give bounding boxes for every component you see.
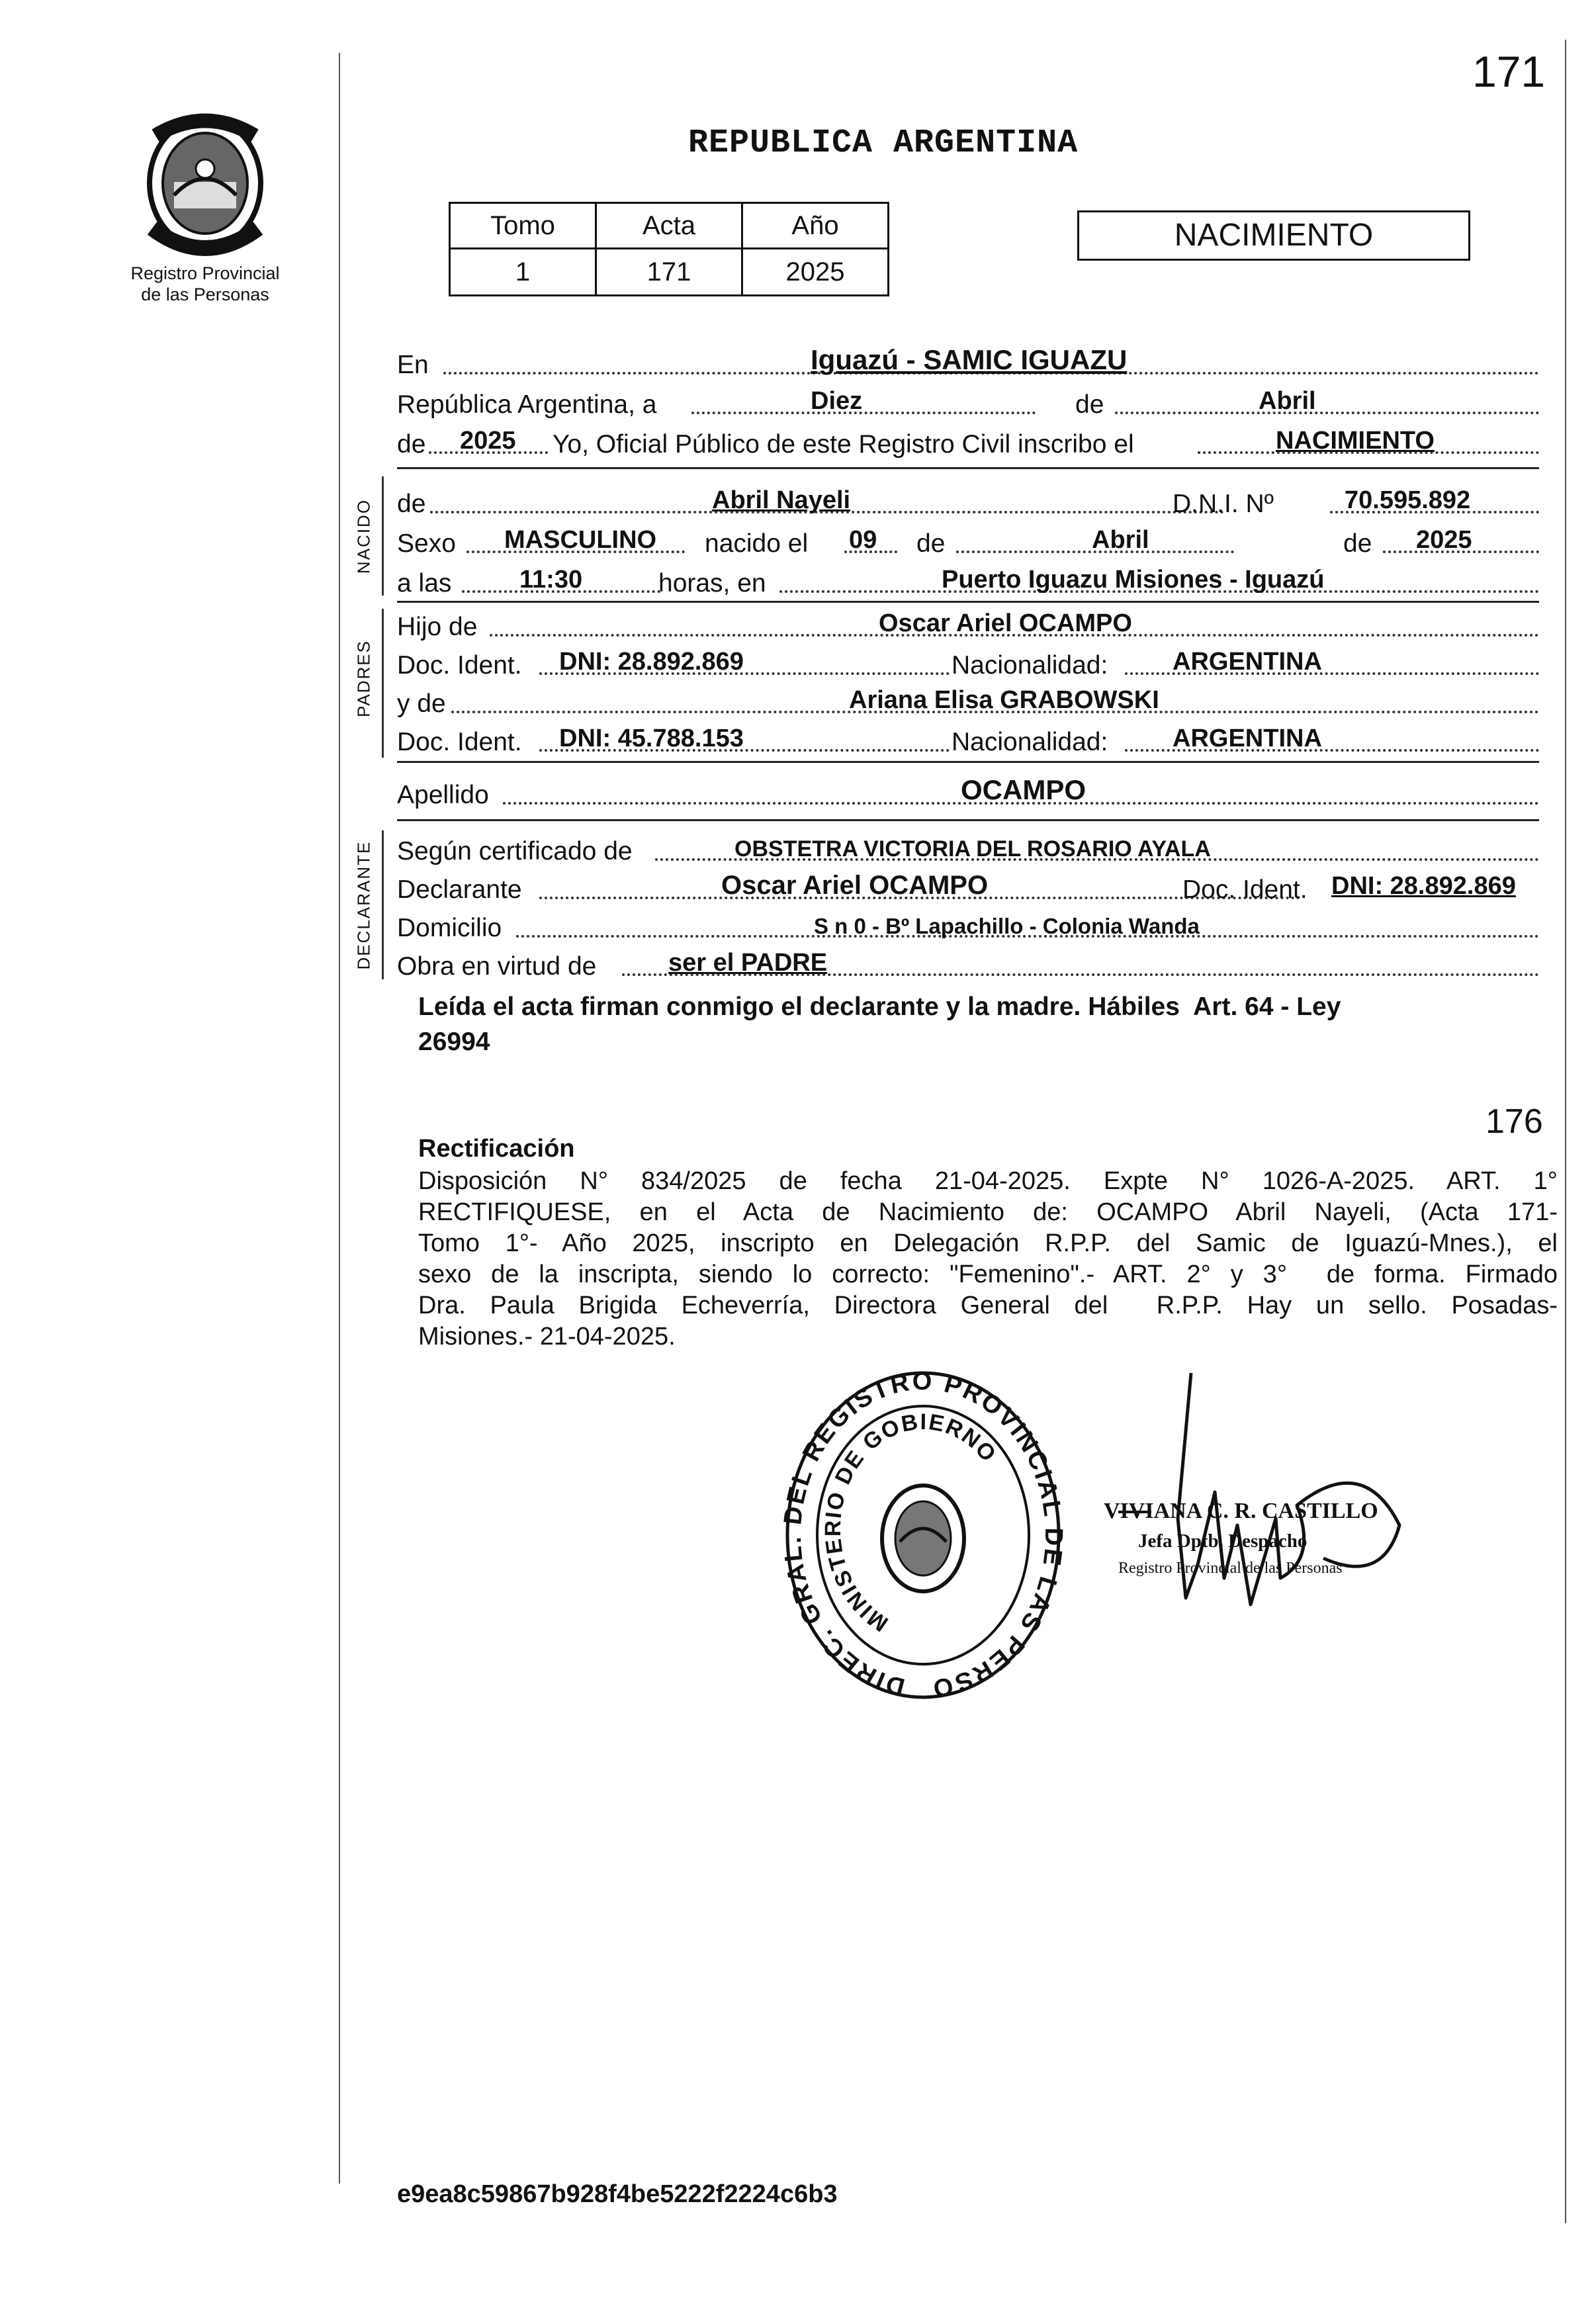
label-obra: Obra en virtud de [397, 952, 597, 981]
label-alas: a las [397, 569, 452, 598]
value-apellido: OCAMPO [961, 774, 1086, 805]
row-en [397, 344, 1539, 384]
page-title: REPUBLICA ARGENTINA [688, 124, 1079, 162]
value-domicilio: S n 0 - Bº Lapachillo - Colonia Wanda [814, 914, 1200, 938]
label-republica: República Argentina, a [397, 390, 657, 419]
divider-opening [397, 467, 1539, 469]
value-day: Diez [811, 387, 863, 415]
closing-line-2: 26994 [418, 1028, 490, 1056]
label-dni: D.N.I. Nº [1173, 490, 1274, 518]
label-doc-ident: Doc. Ident. [397, 651, 522, 680]
value-birth-place: Puerto Iguazu Misiones - Iguazú [942, 566, 1325, 594]
act-type-box: NACIMIENTO [1077, 210, 1470, 261]
value-father-doc: DNI: 28.892.869 [559, 648, 744, 676]
rectification-number: 176 [1485, 1102, 1543, 1141]
registry-caption-2: de las Personas [141, 285, 269, 304]
value-sexo: MASCULINO [504, 526, 657, 554]
section-padres: PADRES [353, 640, 374, 717]
row-obra [397, 946, 1539, 985]
left-margin-line [339, 53, 340, 2184]
signer-name: VIVIANA C. R. CASTILLO [1104, 1499, 1378, 1523]
rectification-line: Tomo 1°- Año 2025, inscripto en Delegación R.P.P. del Samic de Iguazú-Mnes.), el [418, 1229, 1558, 1257]
value-birth-month: Abril [1092, 526, 1149, 554]
label-nacido-el: nacido el [705, 529, 809, 558]
value-year: 2025 [460, 427, 516, 455]
label-de-3: de [1343, 529, 1372, 558]
row-mother [397, 683, 1539, 723]
row-republica [397, 384, 1539, 423]
divider-nacido [397, 601, 1539, 603]
section-nacido: NACIDO [353, 498, 374, 574]
row-domicilio [397, 907, 1539, 947]
svg-text:DIREC. GRAL. DEL REGISTRO PROV: DIREC. GRAL. DEL REGISTRO PROVINCIAL DE LAS PERSO [781, 1367, 1065, 1703]
table-cell-tomo: 1 [450, 249, 596, 296]
province-seal-icon [136, 109, 275, 261]
table-header-acta: Acta [596, 203, 742, 249]
rectification-line: Disposición N° 834/2025 de fecha 21-04-2025. Expte N° 1026-A-2025. ART. 1° [418, 1167, 1558, 1195]
row-father [397, 606, 1539, 646]
value-mother-name: Ariana Elisa GRABOWSKI [849, 686, 1159, 714]
record-table [449, 202, 889, 296]
row-hora [397, 562, 1539, 602]
signer-role: Jefa Dptb. Despacho [1138, 1530, 1308, 1552]
rectification-body [418, 1166, 1558, 1352]
label-y-de: y de [397, 689, 446, 718]
value-father-nat: ARGENTINA [1173, 648, 1322, 676]
row-father-doc [397, 644, 1539, 684]
value-place: Iguazú - SAMIC IGUAZU [811, 344, 1128, 375]
label-hijo-de: Hijo de [397, 613, 478, 641]
row-nacido-name [397, 483, 1539, 523]
svg-text:MINISTERIO DE GOBIERNO: MINISTERIO DE GOBIERNO [820, 1409, 1002, 1636]
document-hash: e9ea8c59867b928f4be5222f2224c6b3 [397, 2180, 838, 2208]
value-obra: ser el PADRE [668, 949, 828, 977]
registry-caption-1: Registro Provincial [130, 263, 280, 283]
label-doc-ident-decl: Doc. Ident. [1182, 875, 1308, 904]
value-birth-year: 2025 [1416, 526, 1472, 554]
value-declarante: Oscar Ariel OCAMPO [721, 871, 989, 900]
stamp-seal-icon [781, 1363, 1065, 1707]
divider-apellido [397, 819, 1539, 821]
label-certificado: Según certificado de [397, 837, 633, 865]
row-mother-doc [397, 721, 1539, 761]
table-cell-acta: 171 [596, 249, 742, 296]
label-de2: de [397, 430, 426, 459]
label-statement: Yo, Oficial Público de este Registro Civil inscribo el [553, 430, 1134, 459]
value-month: Abril [1259, 387, 1316, 415]
right-margin-line [1565, 40, 1566, 2223]
row-certificado [397, 830, 1539, 870]
label-nacionalidad: Nacionalidad: [952, 651, 1108, 680]
value-time: 11:30 [519, 566, 583, 594]
value-mother-nat: ARGENTINA [1173, 725, 1322, 752]
label-de-2: de [916, 529, 946, 558]
page-number: 171 [1472, 47, 1546, 96]
table-header-ano: Año [742, 203, 889, 249]
label-domicilio: Domicilio [397, 914, 502, 942]
row-inscribo [397, 423, 1539, 463]
label-en: En [397, 351, 429, 379]
table-cell-ano: 2025 [742, 249, 889, 296]
section-declarante: DECLARANTE [353, 840, 374, 970]
rectification-line: RECTIFIQUESE, en el Acta de Nacimiento de: OCAMPO Abril Nayeli, (Acta 171- [418, 1198, 1558, 1226]
label-declarante: Declarante [397, 875, 522, 904]
row-declarante [397, 869, 1539, 908]
value-child-dni: 70.595.892 [1345, 486, 1471, 514]
registry-logo [136, 109, 275, 261]
official-stamp [781, 1363, 1065, 1707]
label-horas: horas, en [658, 569, 766, 598]
row-sexo [397, 523, 1539, 562]
table-header-tomo: Tomo [450, 203, 596, 249]
rectification-title: Rectificación [418, 1135, 575, 1163]
signature-block [1098, 1360, 1469, 1651]
label-de: de [397, 490, 426, 518]
label-sexo: Sexo [397, 529, 456, 558]
value-father-name: Oscar Ariel OCAMPO [879, 609, 1132, 637]
value-declarante-doc: DNI: 28.892.869 [1331, 872, 1516, 900]
rectification-line: sexo de la inscripta, siendo lo correcto: "Femenino".- ART. 2° y 3° de forma. Firmado [418, 1261, 1558, 1288]
divider-padres [397, 761, 1539, 763]
value-birth-day: 09 [849, 526, 877, 554]
value-act-word: NACIMIENTO [1276, 427, 1435, 455]
row-apellido [397, 774, 1539, 814]
value-mother-doc: DNI: 45.788.153 [559, 725, 744, 752]
label-doc-ident-2: Doc. Ident. [397, 728, 522, 756]
label-apellido: Apellido [397, 781, 489, 809]
value-certificado: OBSTETRA VICTORIA DEL ROSARIO AYALA [734, 836, 1211, 862]
label-de: de [1075, 390, 1104, 419]
closing-line-1: Leída el acta firman conmigo el declarante y la madre. Hábiles Art. 64 - Ley [418, 993, 1341, 1021]
rectification-line: Misiones.- 21-04-2025. [418, 1323, 676, 1351]
value-child-name: Abril Nayeli [712, 486, 851, 514]
rectification-line: Dra. Paula Brigida Echeverría, Directora General del R.P.P. Hay un sello. Posadas- [418, 1292, 1558, 1319]
label-nacionalidad-2: Nacionalidad: [952, 728, 1108, 756]
signer-office: Registro Provincial de las Personas [1118, 1560, 1343, 1577]
